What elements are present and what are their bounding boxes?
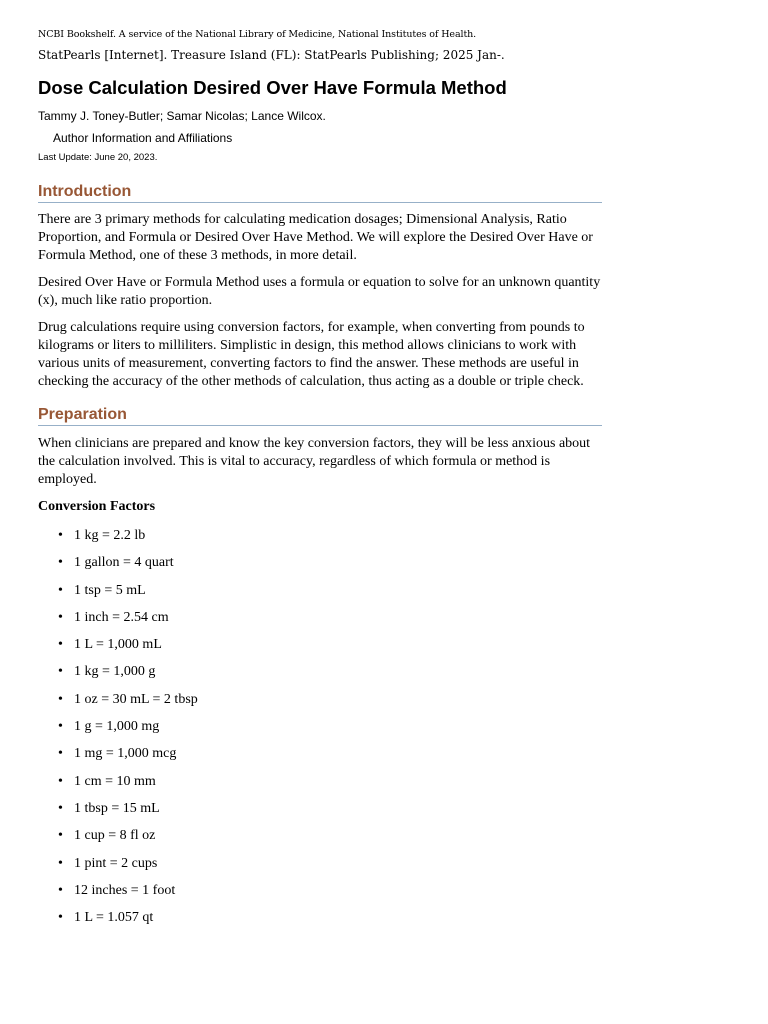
article-title: Dose Calculation Desired Over Have Formula Method — [38, 77, 507, 98]
last-update-text: Last Update: June 20, 2023. — [38, 152, 158, 163]
factor-text: 1 pint = 2 cups — [74, 855, 158, 871]
factor-text: 1 tbsp = 15 mL — [74, 800, 160, 816]
factor-text: 1 kg = 1,000 g — [74, 664, 156, 680]
preparation-paragraph: When clinicians are prepared and know the key conversion factors, they will be less anxious about the calculation involved. This is vital to accuracy, regardless of which formula or method is employed. — [38, 436, 591, 487]
factor-text: 1 oz = 30 mL = 2 tbsp — [74, 691, 198, 707]
bullet-icon: • — [58, 528, 63, 543]
bullet-icon: • — [58, 746, 63, 762]
introduction-paragraph-3: Drug calculations require using conversion factors, for example, when converting from pounds to kilograms or liters to milliliters. Simplistic in design, this method allows clinicians to work with various units of measurement, converting factors to find the answer. These methods are useful in checking the accuracy of the other methods of calculation, thus acting as a double or triple check. — [38, 320, 585, 389]
bullet-icon: • — [58, 582, 63, 598]
bullet-icon: • — [58, 800, 63, 816]
bullet-icon: • — [58, 828, 63, 844]
bullet-icon: • — [58, 773, 63, 789]
list-item — [38, 549, 602, 576]
factor-text: 1 mg = 1,000 mcg — [74, 746, 177, 762]
document-page — [38, 28, 602, 931]
preparation-heading: Preparation — [38, 405, 602, 426]
list-item — [38, 658, 602, 685]
list-item — [38, 850, 602, 877]
list-item — [38, 604, 602, 631]
conversion-factors-heading: Conversion Factors — [38, 499, 156, 514]
bullet-icon: • — [58, 910, 63, 926]
list-item — [38, 631, 602, 658]
bullet-icon: • — [58, 855, 63, 871]
factor-text: 1 cm = 10 mm — [74, 773, 156, 789]
list-item — [38, 904, 602, 931]
list-item — [38, 577, 602, 604]
list-item — [38, 877, 602, 904]
bullet-icon: • — [58, 609, 63, 625]
factor-text: 1 kg = 2.2 lb — [74, 528, 146, 543]
ncbi-banner-text: NCBI Bookshelf. A service of the National Library of Medicine, National Institutes of Health. — [38, 29, 477, 40]
bullet-icon: • — [58, 637, 63, 653]
introduction-paragraph-2: Desired Over Have or Formula Method uses a formula or equation to solve for an unknown quantity (x), much like ratio proportion. — [38, 275, 601, 308]
list-item — [38, 522, 602, 549]
author-list: Tammy J. Toney-Butler; Samar Nicolas; Lance Wilcox. — [38, 109, 326, 123]
factor-text: 1 L = 1.057 qt — [74, 910, 154, 926]
list-item — [38, 795, 602, 822]
factor-text: 1 gallon = 4 quart — [74, 555, 174, 571]
bullet-icon: • — [58, 555, 63, 571]
conversion-factors-list — [38, 522, 602, 931]
bullet-icon: • — [58, 664, 63, 680]
bullet-icon: • — [58, 719, 63, 735]
factor-text: 1 L = 1,000 mL — [74, 637, 162, 653]
introduction-paragraph-1: There are 3 primary methods for calculating medication dosages; Dimensional Analysis, Ratio Proportion, and Formula or Desired Over Have Method. We will explore the Desired Over Have or Formula Method, one of these 3 methods, in more detail. — [38, 212, 593, 263]
bullet-icon: • — [58, 882, 63, 898]
list-item — [38, 768, 602, 795]
introduction-heading: Introduction — [38, 182, 602, 203]
list-item — [38, 713, 602, 740]
list-item — [38, 822, 602, 849]
author-affiliations-link[interactable]: Author Information and Affiliations — [53, 131, 233, 145]
citation-text: StatPearls [Internet]. Treasure Island (FL): StatPearls Publishing; 2025 Jan-. — [38, 48, 505, 62]
list-item — [38, 686, 602, 713]
factor-text: 1 tsp = 5 mL — [74, 582, 146, 598]
factor-text: 1 inch = 2.54 cm — [74, 609, 169, 625]
factor-text: 1 g = 1,000 mg — [74, 719, 160, 735]
list-item — [38, 740, 602, 767]
factor-text: 1 cup = 8 fl oz — [74, 828, 156, 844]
factor-text: 12 inches = 1 foot — [74, 882, 176, 898]
bullet-icon: • — [58, 691, 63, 707]
